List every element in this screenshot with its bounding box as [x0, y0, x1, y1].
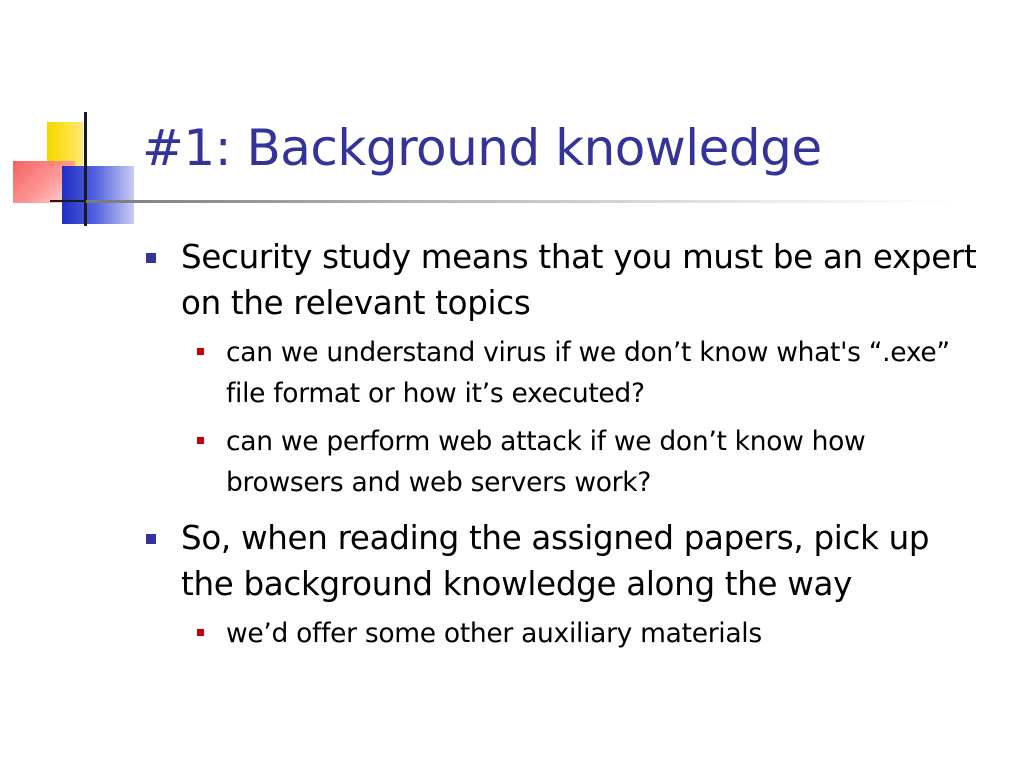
square-bullet-icon: [146, 253, 156, 263]
slide-title: #1: Background knowledge: [142, 119, 822, 177]
sub-bullet-item: [180, 421, 990, 503]
sub-bullet-item: [180, 332, 990, 414]
small-square-bullet-icon: [197, 348, 204, 355]
slide-content: [140, 234, 990, 661]
blue-square: [62, 166, 134, 224]
sub-bullet-text: can we perform web attack if we don’t know how browsers and web servers work?: [226, 426, 866, 498]
bullet-text: Security study means that you must be an expert on the relevant topics: [181, 238, 977, 322]
square-bullet-icon: [146, 534, 156, 544]
vertical-line: [84, 112, 87, 226]
sub-bullet-item: [180, 613, 990, 654]
decorative-squares-icon: [0, 0, 150, 240]
yellow-square: [47, 122, 83, 166]
sub-bullet-text: we’d offer some other auxiliary materials: [226, 618, 762, 649]
small-square-bullet-icon: [197, 437, 204, 444]
sub-bullet-text: can we understand virus if we don’t know what's “.exe” file format or how it’s executed?: [226, 337, 950, 409]
small-square-bullet-icon: [197, 629, 204, 636]
bullet-item: [140, 234, 990, 326]
title-underline: [86, 200, 956, 203]
bullet-text: So, when reading the assigned papers, pick up the background knowledge along the way: [181, 519, 930, 603]
bullet-item: [140, 515, 990, 607]
